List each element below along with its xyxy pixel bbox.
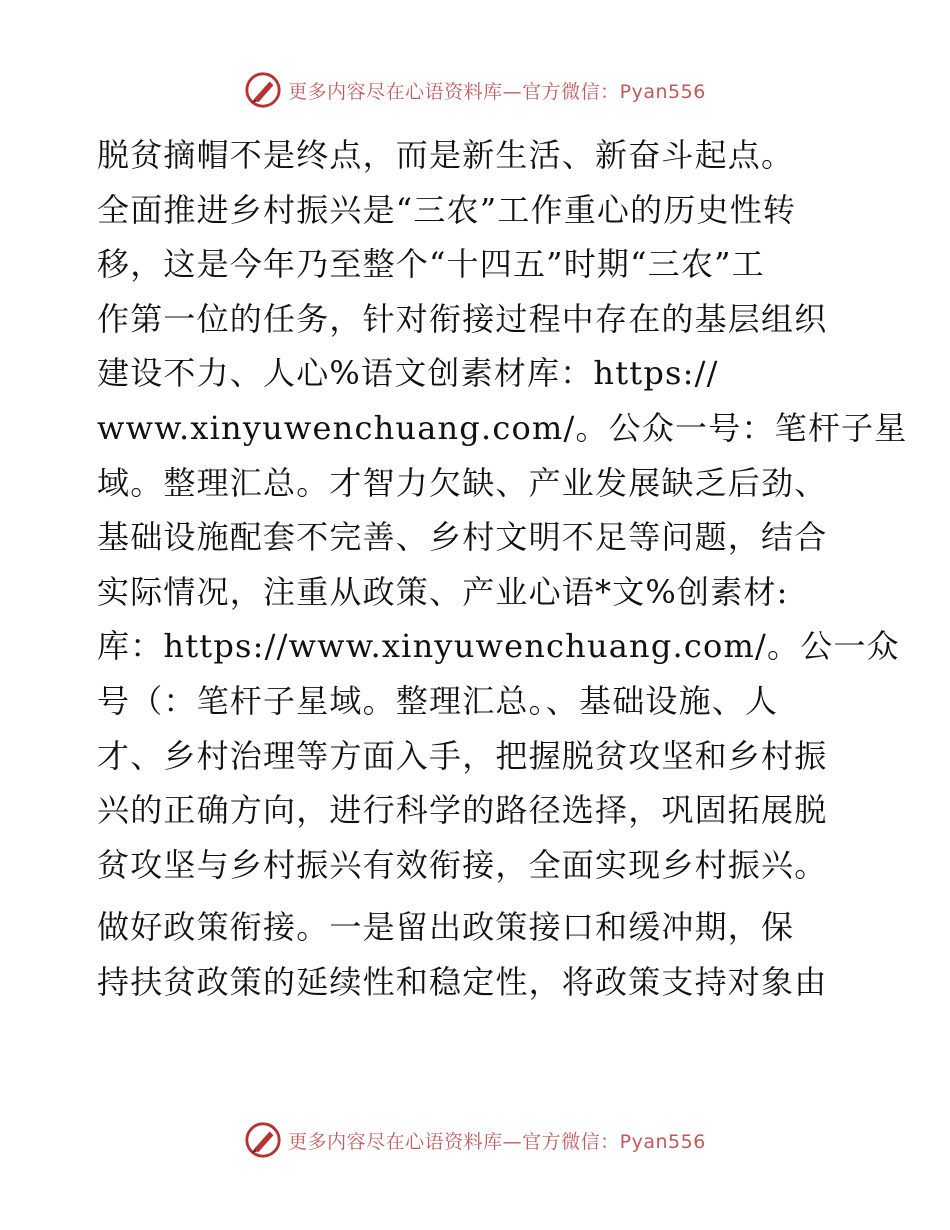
text-line: 实际情况，注重从政策、产业心语*文%创素材: — [97, 572, 789, 611]
pen-seal-logo-icon — [244, 1121, 282, 1159]
text-line: 建设不力、人心%语文创素材库：https:// — [97, 354, 719, 393]
pen-seal-logo-icon — [244, 71, 282, 109]
text-line: 基础设施配套不完善、乡村文明不足等问题，结合 — [97, 518, 828, 557]
text-line: 做好政策衔接。一是留出政策接口和缓冲期，保 — [97, 908, 795, 947]
document-body — [97, 128, 908, 1010]
text-line: 域。整理汇总。才智力欠缺、产业发展缺乏后劲、 — [97, 463, 828, 502]
text-line: 兴的正确方向，进行科学的路径选择，巩固拓展脱 — [97, 791, 828, 830]
footer-banner — [0, 1120, 950, 1160]
text-line: 全面推进乡村振兴是“三农”工作重心的历史性转 — [97, 190, 797, 229]
text-line: 作第一位的任务，针对衔接过程中存在的基层组织 — [97, 299, 828, 338]
paragraph-spacer — [97, 892, 857, 900]
text-line: 脱贫摘帽不是终点，而是新生活、新奋斗起点。 — [97, 136, 795, 174]
text-line: 才、乡村治理等方面入手，把握脱贫攻坚和乡村振 — [97, 736, 828, 775]
footer-banner-text: 更多内容尽在心语资料库—官方微信：Pyan556 — [288, 1130, 706, 1153]
text-line: 库：https://www.xinyuwenchuang.com/。公一众 — [97, 627, 900, 666]
paragraph-1 — [97, 128, 908, 892]
paragraph-2 — [97, 900, 857, 1009]
header-banner-text: 更多内容尽在心语资料库—官方微信：Pyan556 — [288, 80, 706, 103]
text-line: 号（：笔杆子星域。整理汇总。、基础设施、人 — [97, 681, 779, 720]
text-line: www.xinyuwenchuang.com/。公众一号：笔杆子星 — [97, 408, 908, 447]
header-banner — [0, 70, 950, 110]
text-line: 移，这是今年乃至整个“十四五”时期“三农”工 — [97, 245, 765, 284]
text-line: 持扶贫政策的延续性和稳定性，将政策支持对象由 — [97, 962, 828, 1001]
text-line: 贫攻坚与乡村振兴有效衔接，全面实现乡村振兴。 — [97, 845, 828, 884]
